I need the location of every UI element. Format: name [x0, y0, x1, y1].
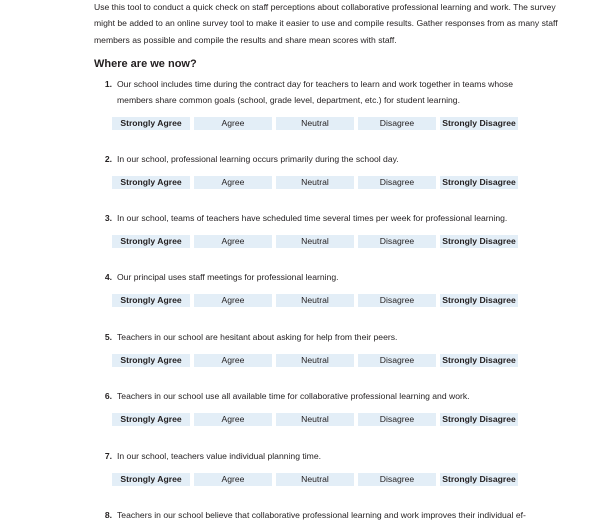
- response-option[interactable]: Disagree: [358, 413, 436, 426]
- response-option[interactable]: Agree: [194, 413, 272, 426]
- response-option[interactable]: Agree: [194, 176, 272, 189]
- question-number: 8.: [104, 510, 112, 520]
- intro-paragraph: Use this tool to conduct a quick check on staff perceptions about collaborative professional learning and work. The survey might be added to an online survey tool to make it easier to use and compile results. Gather responses from as many staff members as possible and compile the results and share mean scores with staff.: [94, 2, 558, 45]
- response-option[interactable]: Strongly Agree: [112, 354, 190, 367]
- response-option[interactable]: Neutral: [276, 473, 354, 486]
- question-text: Teachers in our school believe that collaborative professional learning and work improves their individual ef-: [117, 510, 526, 520]
- response-option[interactable]: Agree: [194, 235, 272, 248]
- response-option[interactable]: Strongly Disagree: [440, 473, 518, 486]
- response-option[interactable]: Neutral: [276, 235, 354, 248]
- response-option[interactable]: Strongly Disagree: [440, 354, 518, 367]
- question-number: 3.: [104, 213, 112, 223]
- response-option[interactable]: Disagree: [358, 235, 436, 248]
- response-scale: [112, 473, 518, 486]
- question-number: 4.: [104, 272, 112, 282]
- question-text: Teachers in our school use all available time for collaborative professional learning and work.: [117, 391, 470, 401]
- response-option[interactable]: Strongly Agree: [112, 235, 190, 248]
- response-option[interactable]: Strongly Agree: [112, 117, 190, 130]
- question-text: In our school, teachers value individual planning time.: [117, 451, 321, 461]
- response-option[interactable]: Strongly Agree: [112, 176, 190, 189]
- response-option[interactable]: Disagree: [358, 294, 436, 307]
- question-text: In our school, professional learning occurs primarily during the school day.: [117, 154, 399, 164]
- response-option[interactable]: Agree: [194, 473, 272, 486]
- response-scale: [112, 294, 518, 307]
- section-title: Where are we now?: [94, 58, 197, 70]
- response-scale: [112, 354, 518, 367]
- response-option[interactable]: Disagree: [358, 473, 436, 486]
- response-scale: [112, 413, 518, 426]
- response-option[interactable]: Strongly Agree: [112, 294, 190, 307]
- response-option[interactable]: Agree: [194, 117, 272, 130]
- response-option[interactable]: Disagree: [358, 117, 436, 130]
- response-option[interactable]: Disagree: [358, 354, 436, 367]
- response-option[interactable]: Strongly Disagree: [440, 235, 518, 248]
- question-number: 2.: [104, 154, 112, 164]
- response-scale: [112, 235, 518, 248]
- response-option[interactable]: Strongly Agree: [112, 473, 190, 486]
- response-option[interactable]: Neutral: [276, 176, 354, 189]
- response-option[interactable]: Strongly Disagree: [440, 413, 518, 426]
- response-scale: [112, 176, 518, 189]
- response-option[interactable]: Neutral: [276, 117, 354, 130]
- response-option[interactable]: Disagree: [358, 176, 436, 189]
- response-option[interactable]: Strongly Disagree: [440, 176, 518, 189]
- question-text: Our principal uses staff meetings for professional learning.: [117, 272, 339, 282]
- question-number: 6.: [104, 391, 112, 401]
- question-number: 5.: [104, 332, 112, 342]
- response-option[interactable]: Agree: [194, 354, 272, 367]
- response-scale: [112, 117, 518, 130]
- response-option[interactable]: Neutral: [276, 413, 354, 426]
- question-text: Our school includes time during the contract day for teachers to learn and work together in teams whose members share common goals (school, grade level, department, etc.) for student learning.: [117, 79, 513, 105]
- response-option[interactable]: Agree: [194, 294, 272, 307]
- response-option[interactable]: Strongly Agree: [112, 413, 190, 426]
- response-option[interactable]: Strongly Disagree: [440, 117, 518, 130]
- question-text: In our school, teams of teachers have scheduled time several times per week for professional learning.: [117, 213, 508, 223]
- question-number: 7.: [104, 451, 112, 461]
- response-option[interactable]: Strongly Disagree: [440, 294, 518, 307]
- response-option[interactable]: Neutral: [276, 354, 354, 367]
- response-option[interactable]: Neutral: [276, 294, 354, 307]
- question-number: 1.: [104, 79, 112, 89]
- question-text: Teachers in our school are hesitant about asking for help from their peers.: [117, 332, 398, 342]
